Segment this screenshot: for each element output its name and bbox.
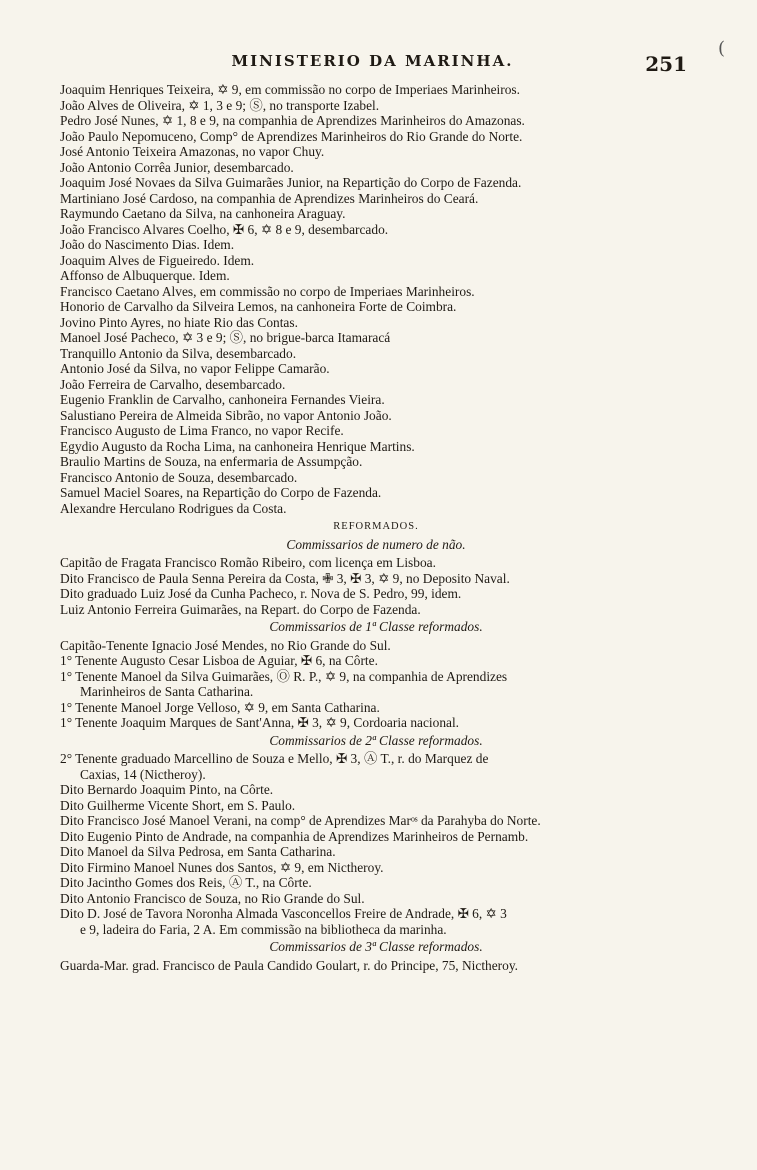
list-line: José Antonio Teixeira Amazonas, no vapor Chuy. <box>60 144 325 159</box>
body-text <box>60 82 692 973</box>
list-line: Dito Eugenio Pinto de Andrade, na companhia de Aprendizes Marinheiros de Pernamb. <box>60 828 529 844</box>
list-line: e 9, ladeira do Faria, 2 A. Em commissão na bibliotheca da marinha. <box>80 921 447 937</box>
running-title: MINISTERIO DA MARINHA. <box>231 52 514 70</box>
group-subtitle: Commissarios de numero de não. <box>286 536 466 552</box>
list-line: Raymundo Caetano da Silva, na canhoneira Araguay. <box>60 206 346 221</box>
group-primeira-classe <box>60 619 692 731</box>
list-line: Braulio Martins de Souza, na enfermaria de Assumpção. <box>60 454 363 469</box>
margin-mark: ( <box>718 38 726 59</box>
list-line: Antonio José da Silva, no vapor Felippe Camarão. <box>60 361 330 376</box>
list-line: Alexandre Herculano Rodrigues da Costa. <box>60 500 287 516</box>
list-line: Dito Francisco de Paula Senna Pereira da Costa, ✙ 3, ✠ 3, ✡ 9, no Deposito Naval. <box>60 570 510 586</box>
section-title-reformados: REFORMADOS. <box>333 521 419 532</box>
list-line: Francisco Caetano Alves, em commissão no corpo de Imperiaes Marinheiros. <box>60 283 475 299</box>
group-terceira-classe <box>60 939 692 973</box>
list-line: João Antonio Corrêa Junior, desembarcado. <box>60 159 294 175</box>
list-line: Marinheiros de Santa Catharina. <box>80 684 254 699</box>
list-line: Dito graduado Luiz José da Cunha Pacheco, r. Nova de S. Pedro, 99, idem. <box>60 586 462 601</box>
list-line: 2° Tenente graduado Marcellino de Souza e Mello, ✠ 3, Ⓐ T., r. do Marquez de <box>60 751 489 766</box>
list-line: João Alves de Oliveira, ✡ 1, 3 e 9; Ⓢ, no transporte Izabel. <box>60 97 380 113</box>
list-line: Luiz Antonio Ferreira Guimarães, na Repart. do Corpo de Fazenda. <box>60 601 421 617</box>
page-number: 251 <box>645 52 687 76</box>
active-commissaries-list <box>60 82 692 516</box>
list-line: Capitão-Tenente Ignacio José Mendes, no Rio Grande do Sul. <box>60 637 391 653</box>
list-line: Manoel José Pacheco, ✡ 3 e 9; Ⓢ, no brigue-barca Itamaracá <box>60 330 391 345</box>
list-line: Salustiano Pereira de Almeida Sibrão, no vapor Antonio João. <box>60 407 392 423</box>
list-line: 1° Tenente Manoel da Silva Guimarães, Ⓞ R. P., ✡ 9, na companhia de Aprendizes <box>60 668 508 684</box>
list-line: Dito Firmino Manoel Nunes dos Santos, ✡ 9, em Nictheroy. <box>60 859 384 875</box>
list-line: Dito Francisco José Manoel Verani, na comp° de Aprendizes Marᵒˢ da Parahyba do Norte. <box>60 813 541 828</box>
list-line: Martiniano José Cardoso, na companhia de Aprendizes Marinheiros do Ceará. <box>60 190 479 206</box>
list-line: Tranquillo Antonio da Silva, desembarcado. <box>60 345 297 361</box>
group-numero <box>60 537 692 618</box>
list-line: Samuel Maciel Soares, na Repartição do Corpo de Fazenda. <box>60 485 382 500</box>
list-line: Dito Bernardo Joaquim Pinto, na Côrte. <box>60 782 274 797</box>
list-line: Honorio de Carvalho da Silveira Lemos, na canhoneira Forte de Coimbra. <box>60 299 457 314</box>
list-line: Pedro José Nunes, ✡ 1, 8 e 9, na companhia de Aprendizes Marinheiros do Amazonas. <box>60 113 525 128</box>
list-line: Dito Guilherme Vicente Short, em S. Paulo. <box>60 797 296 813</box>
group-subtitle: Commissarios de 3ª Classe reformados. <box>269 939 483 954</box>
list-line: João Francisco Alvares Coelho, ✠ 6, ✡ 8 e 9, desembarcado. <box>60 221 389 237</box>
list-line: João do Nascimento Dias. Idem. <box>60 237 235 252</box>
list-line: Dito D. José de Tavora Noronha Almada Vasconcellos Freire de Andrade, ✠ 6, ✡ 3 <box>60 906 507 921</box>
list-line: Joaquim Alves de Figueiredo. Idem. <box>60 252 255 268</box>
list-line: Jovino Pinto Ayres, no hiate Rio das Contas. <box>60 314 298 330</box>
list-line: Francisco Antonio de Souza, desembarcado. <box>60 469 298 485</box>
list-line: 1° Tenente Joaquim Marques de Sant'Anna, ✠ 3, ✡ 9, Cordoaria nacional. <box>60 715 460 730</box>
list-line: Dito Manoel da Silva Pedrosa, em Santa Catharina. <box>60 844 336 859</box>
list-line: 1° Tenente Augusto Cesar Lisboa de Aguiar, ✠ 6, na Côrte. <box>60 653 378 668</box>
list-line: Eugenio Franklin de Carvalho, canhoneira Fernandes Vieira. <box>60 392 385 407</box>
list-line: João Paulo Nepomuceno, Comp° de Aprendizes Marinheiros do Rio Grande do Norte. <box>60 128 523 144</box>
group-segunda-classe <box>60 733 692 938</box>
list-line: Egydio Augusto da Rocha Lima, na canhoneira Henrique Martins. <box>60 438 415 454</box>
list-line: Francisco Augusto de Lima Franco, no vapor Recife. <box>60 423 344 438</box>
page-header <box>60 52 685 76</box>
list-line: 1° Tenente Manoel Jorge Velloso, ✡ 9, em Santa Catharina. <box>60 699 380 715</box>
list-line: Dito Jacintho Gomes dos Reis, Ⓐ T., na Côrte. <box>60 875 312 890</box>
list-line: Joaquim Henriques Teixeira, ✡ 9, em commissão no corpo de Imperiaes Marinheiros. <box>60 82 520 97</box>
list-line: Joaquim José Novaes da Silva Guimarães Junior, na Repartição do Corpo de Fazenda. <box>60 175 522 190</box>
list-line: Affonso de Albuquerque. Idem. <box>60 268 230 283</box>
group-subtitle: Commissarios de 1ª Classe reformados. <box>269 619 483 634</box>
list-line: Capitão de Fragata Francisco Romão Ribeiro, com licença em Lisboa. <box>60 555 436 570</box>
list-line: Caxias, 14 (Nictheroy). <box>80 766 206 782</box>
list-line: João Ferreira de Carvalho, desembarcado. <box>60 376 286 392</box>
list-line: Guarda-Mar. grad. Francisco de Paula Candido Goulart, r. do Principe, 75, Nictheroy. <box>60 957 519 973</box>
list-line: Dito Antonio Francisco de Souza, no Rio Grande do Sul. <box>60 890 365 906</box>
group-subtitle: Commissarios de 2ª Classe reformados. <box>269 732 483 748</box>
